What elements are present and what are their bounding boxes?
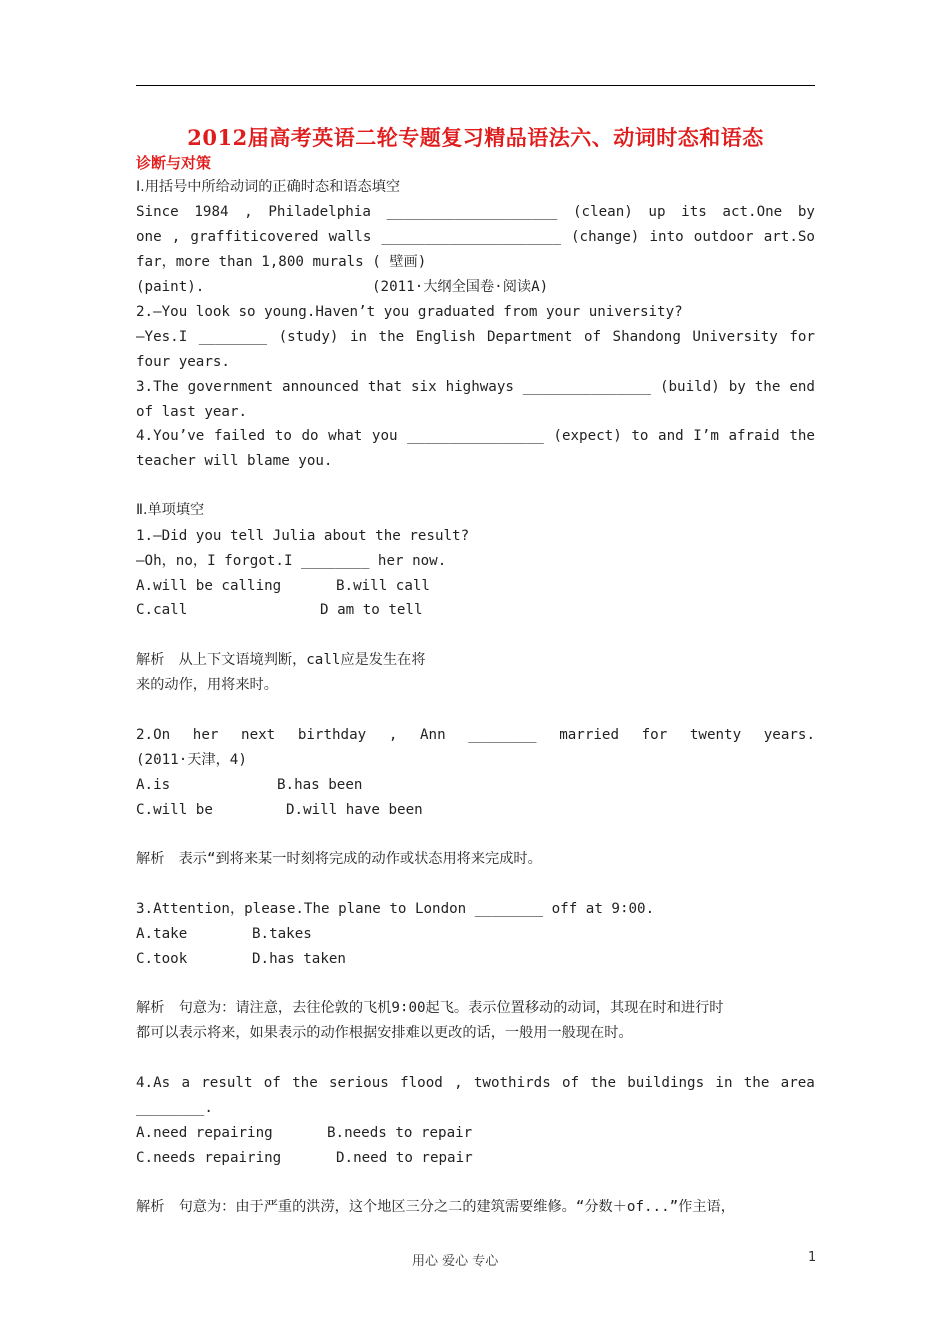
q1-line4-source: (2011·大纲全国卷·阅读A)	[372, 279, 549, 295]
word: ,	[244, 204, 253, 220]
mc3-option-a: A.take	[136, 926, 188, 942]
q1-line4-left: (paint).	[136, 279, 205, 295]
word: ________________	[407, 428, 544, 444]
mc2-option-b: B.has been	[277, 777, 363, 793]
word: Philadelphia	[268, 204, 371, 220]
page-title: 2012届高考英语二轮专题复习精品语法六、动词时态和语态	[187, 125, 764, 150]
word: (clean)	[572, 204, 633, 220]
mc1-option-c: C.call	[136, 602, 188, 618]
word: ____________________	[386, 204, 558, 220]
word: of	[562, 1075, 580, 1091]
mc1-question: 1.—Did you tell Julia about the result?	[136, 528, 470, 544]
mc3-analysis-2: 都可以表示将来，如果表示的动作根据安排难以更改的话，一般用一般现在时。	[136, 1025, 633, 1041]
word: University	[692, 329, 778, 345]
word: announced	[282, 379, 359, 395]
q2-line2	[136, 328, 815, 346]
word: years.	[763, 727, 815, 743]
word: ,	[454, 1075, 463, 1091]
mc1-option-d: D am to tell	[320, 602, 423, 618]
mc2-analysis: 解析 表示“到将来某一时刻将完成的动作或状态用将来完成时。	[136, 851, 542, 867]
word: flood	[400, 1075, 443, 1091]
mc4-option-b: B.needs to repair	[327, 1125, 473, 1141]
word: the	[789, 428, 815, 444]
q2-line3: four years.	[136, 354, 230, 370]
footer-motto: 用心 爱心 专心	[412, 1254, 499, 1269]
word: (expect)	[553, 428, 622, 444]
word: afraid	[728, 428, 780, 444]
word: _____________________	[381, 229, 561, 245]
word: outdoor	[693, 229, 754, 245]
word: 4.You’ve	[136, 428, 205, 444]
word: its	[681, 204, 707, 220]
mc1-analysis-2: 来的动作，用将来时。	[136, 677, 278, 693]
section2-heading: Ⅱ.单项填空	[136, 502, 205, 518]
word: 4.As	[136, 1075, 171, 1091]
word: six	[411, 379, 437, 395]
word: twothirds	[473, 1075, 551, 1091]
word: 3.The	[136, 379, 179, 395]
word: the	[754, 379, 781, 395]
word: that	[367, 379, 403, 395]
word: —Yes.I	[136, 329, 188, 345]
section-subtitle: 诊断与对策	[136, 154, 212, 172]
q1-line1	[136, 203, 815, 221]
word: next	[241, 727, 276, 743]
mc3-option-d: D.has taken	[252, 951, 346, 967]
page-number: 1	[808, 1250, 817, 1265]
mc3-question: 3.Attention，please.The plane to London ________ off at 9∶00.	[136, 901, 655, 917]
mc1-option-b: B.will call	[336, 578, 430, 594]
mc4-analysis: 解析 句意为：由于严重的洪涝，这个地区三分之二的建筑需要维修。“分数＋of...”作主语，	[136, 1199, 735, 1215]
word: of	[583, 329, 602, 345]
mc3-analysis: 解析 句意为：请注意，去往伦敦的飞机9∶00起飞。表示位置移动的动词，其现在时和进行时	[136, 1000, 724, 1016]
word: in	[715, 1075, 733, 1091]
mc2-option-a: A.is	[136, 777, 171, 793]
word: by	[797, 204, 815, 220]
q2-line1: 2.—You look so young.Haven’t you graduated from your university?	[136, 304, 683, 320]
word: one	[136, 229, 162, 245]
word: the	[743, 1075, 770, 1091]
word: do	[301, 428, 319, 444]
mc4-question-2: ________.	[136, 1100, 213, 1116]
word: graffiticovered	[190, 229, 319, 245]
word: married	[559, 727, 619, 743]
word: what	[328, 428, 363, 444]
q4-line2: teacher will blame you.	[136, 453, 333, 469]
word: up	[648, 204, 666, 220]
word: twenty	[689, 727, 742, 743]
word: Department	[487, 329, 573, 345]
mc2-option-c: C.will be	[136, 802, 213, 818]
word: a	[181, 1075, 190, 1091]
word: to	[274, 428, 292, 444]
word: ,	[171, 229, 181, 245]
q4-line1	[136, 427, 815, 445]
mc4-option-d: D.need to repair	[336, 1150, 473, 1166]
mc4-option-a: A.need repairing	[136, 1125, 273, 1141]
word: English	[415, 329, 476, 345]
word: the	[590, 1075, 616, 1091]
word: I’m	[693, 428, 719, 444]
word: (change)	[571, 229, 640, 245]
mc3-option-c: C.took	[136, 951, 188, 967]
word: and	[658, 428, 684, 444]
mc3-option-b: B.takes	[252, 926, 312, 942]
word: of	[263, 1075, 281, 1091]
word: 1984	[194, 204, 229, 220]
word: for	[789, 329, 815, 345]
word: you	[371, 428, 398, 444]
mc2-source: (2011·天津，4)	[136, 752, 247, 768]
section1-heading: Ⅰ.用括号中所给动词的正确时态和语态填空	[136, 179, 401, 195]
word: area	[780, 1075, 815, 1091]
word: by	[728, 379, 746, 395]
word: Ann	[419, 727, 446, 743]
word: highways	[445, 379, 514, 395]
word: Shandong	[612, 329, 681, 345]
word: in	[349, 329, 368, 345]
word: act.One	[722, 204, 783, 220]
word: government	[187, 379, 274, 395]
mc2-question	[136, 726, 815, 744]
header-rule	[136, 85, 815, 86]
q3-line2: of last year.	[136, 404, 248, 420]
word: result	[201, 1075, 253, 1091]
word: art.So	[763, 229, 815, 245]
mc1-option-a: A.will be calling	[136, 578, 282, 594]
q1-line2	[136, 228, 815, 246]
mc2-option-d: D.will have been	[286, 802, 423, 818]
word: serious	[329, 1075, 389, 1091]
word: buildings	[627, 1075, 705, 1091]
word: birthday	[297, 727, 367, 743]
word: for	[641, 727, 668, 743]
q1-line3: far，more than 1,800 murals ( 壁画)	[136, 254, 427, 270]
word: (study)	[278, 329, 339, 345]
mc1-question-2: —Oh，no，I forgot.I ________ her now.	[136, 553, 447, 569]
word: (build)	[659, 379, 720, 395]
word: the	[378, 329, 405, 345]
word: failed	[213, 428, 266, 444]
mc1-analysis: 解析 从上下文语境判断，call应是发生在将	[136, 652, 426, 668]
word: _______________	[522, 379, 651, 395]
word: the	[292, 1075, 318, 1091]
word: ,	[388, 727, 398, 743]
word: end	[789, 379, 815, 395]
word: to	[631, 428, 649, 444]
word: ________	[198, 329, 268, 345]
word: into	[649, 229, 684, 245]
mc4-question	[136, 1074, 815, 1092]
mc4-option-c: C.needs repairing	[136, 1150, 282, 1166]
word: her	[192, 727, 219, 743]
q3-line1	[136, 378, 815, 396]
word: walls	[328, 229, 372, 245]
word: 2.On	[136, 727, 171, 743]
word: Since	[136, 204, 179, 220]
word: ________	[468, 727, 537, 743]
